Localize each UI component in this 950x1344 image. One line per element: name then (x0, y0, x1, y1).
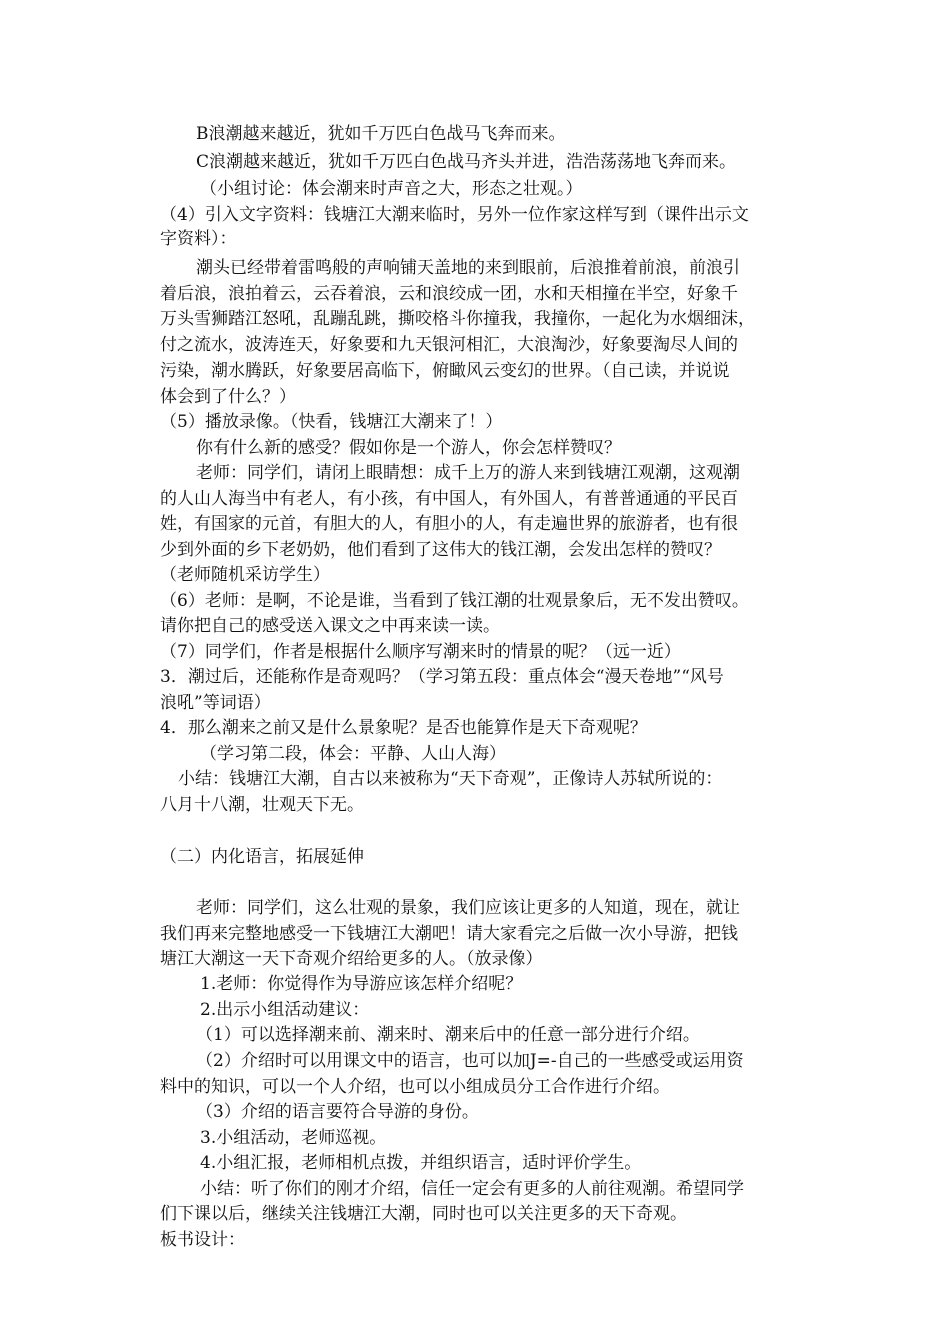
text-line: 塘江大潮这一天下奇观介绍给更多的人。（放录像） (160, 949, 543, 969)
text-line: 们下课以后，继续关注钱塘江大潮，同时也可以关注更多的天下奇观。 (160, 1204, 687, 1224)
text-line: 着后浪，浪拍着云，云吞着浪，云和浪绞成一团，水和天相撞在半空，好象千 (160, 284, 738, 304)
text-line: 小结：钱塘江大潮，自古以来被称为“天下奇观”，正像诗人苏轼所说的： (178, 769, 723, 789)
text-line: 请你把自己的感受送入课文之中再来读一读。 (160, 616, 500, 636)
text-line: B浪潮越来越近，犹如千万匹白色战马飞奔而来。 (196, 124, 566, 144)
text-line: 八月十八潮，壮观天下无。 (160, 795, 364, 815)
text-line: （6）老师：是啊，不论是谁，当看到了钱江潮的壮观景象后，无不发出赞叹。 (160, 591, 749, 611)
text-line: 板书设计： (160, 1230, 245, 1250)
text-line: 3.小组活动，老师巡视。 (200, 1128, 387, 1148)
section-heading: （二）内化语言，拓展延伸 (160, 847, 364, 867)
text-line: 3．潮过后，还能称作是奇观吗？（学习第五段：重点体会“漫天卷地”“风号 (160, 667, 724, 687)
text-line: 1.老师：你觉得作为导游应该怎样介绍呢？ (200, 974, 523, 994)
text-line: （7）同学们，作者是根据什么顺序写潮来时的情景的呢？（远一近） (160, 642, 681, 662)
text-line: 2.出示小组活动建议： (200, 1000, 370, 1020)
text-line: 浪吼”等词语） (160, 693, 271, 713)
text-line: 污染，潮水腾跃，好象要居高临下，俯瞰风云变幻的世界。（自己读，并说说 (160, 361, 730, 381)
text-line: 4.小组汇报，老师相机点拨，并组织语言，适时评价学生。 (200, 1153, 642, 1173)
text-line: 体会到了什么？） (160, 387, 296, 407)
text-line: 料中的知识，可以一个人介绍，也可以小组成员分工合作进行介绍。 (160, 1077, 670, 1097)
text-line: （5）播放录像。（快看，钱塘江大潮来了！） (160, 412, 503, 432)
text-line: 潮头已经带着雷鸣般的声响铺天盖地的来到眼前，后浪推着前浪，前浪引 (196, 258, 740, 278)
text-line: 我们再来完整地感受一下钱塘江大潮吧！请大家看完之后做一次小导游，把钱 (160, 924, 738, 944)
text-line: （4）引入文字资料：钱塘江大潮来临时，另外一位作家这样写到（课件出示文 (160, 205, 749, 225)
text-line: （2）介绍时可以用课文中的语言，也可以加J=-自己的一些感受或运用资 (196, 1051, 744, 1071)
text-line: 的人山人海当中有老人，有小孩，有中国人，有外国人，有普普通通的平民百 (160, 489, 738, 509)
text-line: 小结：听了你们的刚才介绍，信任一定会有更多的人前往观潮。希望同学 (200, 1179, 744, 1199)
text-line: 付之流水，波涛连天，好象要和九天银河相汇，大浪淘沙，好象要淘尽人间的 (160, 335, 738, 355)
text-line: （老师随机采访学生） (160, 565, 330, 585)
text-line: 老师：同学们，请闭上眼睛想：成千上万的游人来到钱塘江观潮，这观潮 (196, 463, 740, 483)
text-line: （学习第二段，体会：平静、人山人海） (200, 744, 506, 764)
text-line: （3）介绍的语言要符合导游的身份。 (196, 1102, 479, 1122)
text-line: 万头雪狮踏江怒吼，乱蹦乱跳，撕咬格斗你撞我，我撞你，一起化为水烟细沫， (160, 309, 755, 329)
text-line: 老师：同学们，这么壮观的景象，我们应该让更多的人知道，现在，就让 (196, 898, 740, 918)
text-line: 4．那么潮来之前又是什么景象呢？是否也能算作是天下奇观呢？ (160, 718, 647, 738)
text-line: 姓，有国家的元首，有胆大的人，有胆小的人，有走遍世界的旅游者，也有很 (160, 514, 738, 534)
text-line: （1）可以选择潮来前、潮来时、潮来后中的任意一部分进行介绍。 (196, 1025, 700, 1045)
text-line: C浪潮越来越近，犹如千万匹白色战马齐头并进，浩浩荡荡地飞奔而来。 (196, 152, 737, 172)
text-line: 字资料）： (160, 229, 237, 249)
text-line: 你有什么新的感受？假如你是一个游人，你会怎样赞叹？ (196, 438, 621, 458)
text-line: 少到外面的乡下老奶奶，他们看到了这伟大的钱江潮，会发出怎样的赞叹？ (160, 540, 721, 560)
text-line: （小组讨论：体会潮来时声音之大，形态之壮观。） (200, 179, 583, 199)
